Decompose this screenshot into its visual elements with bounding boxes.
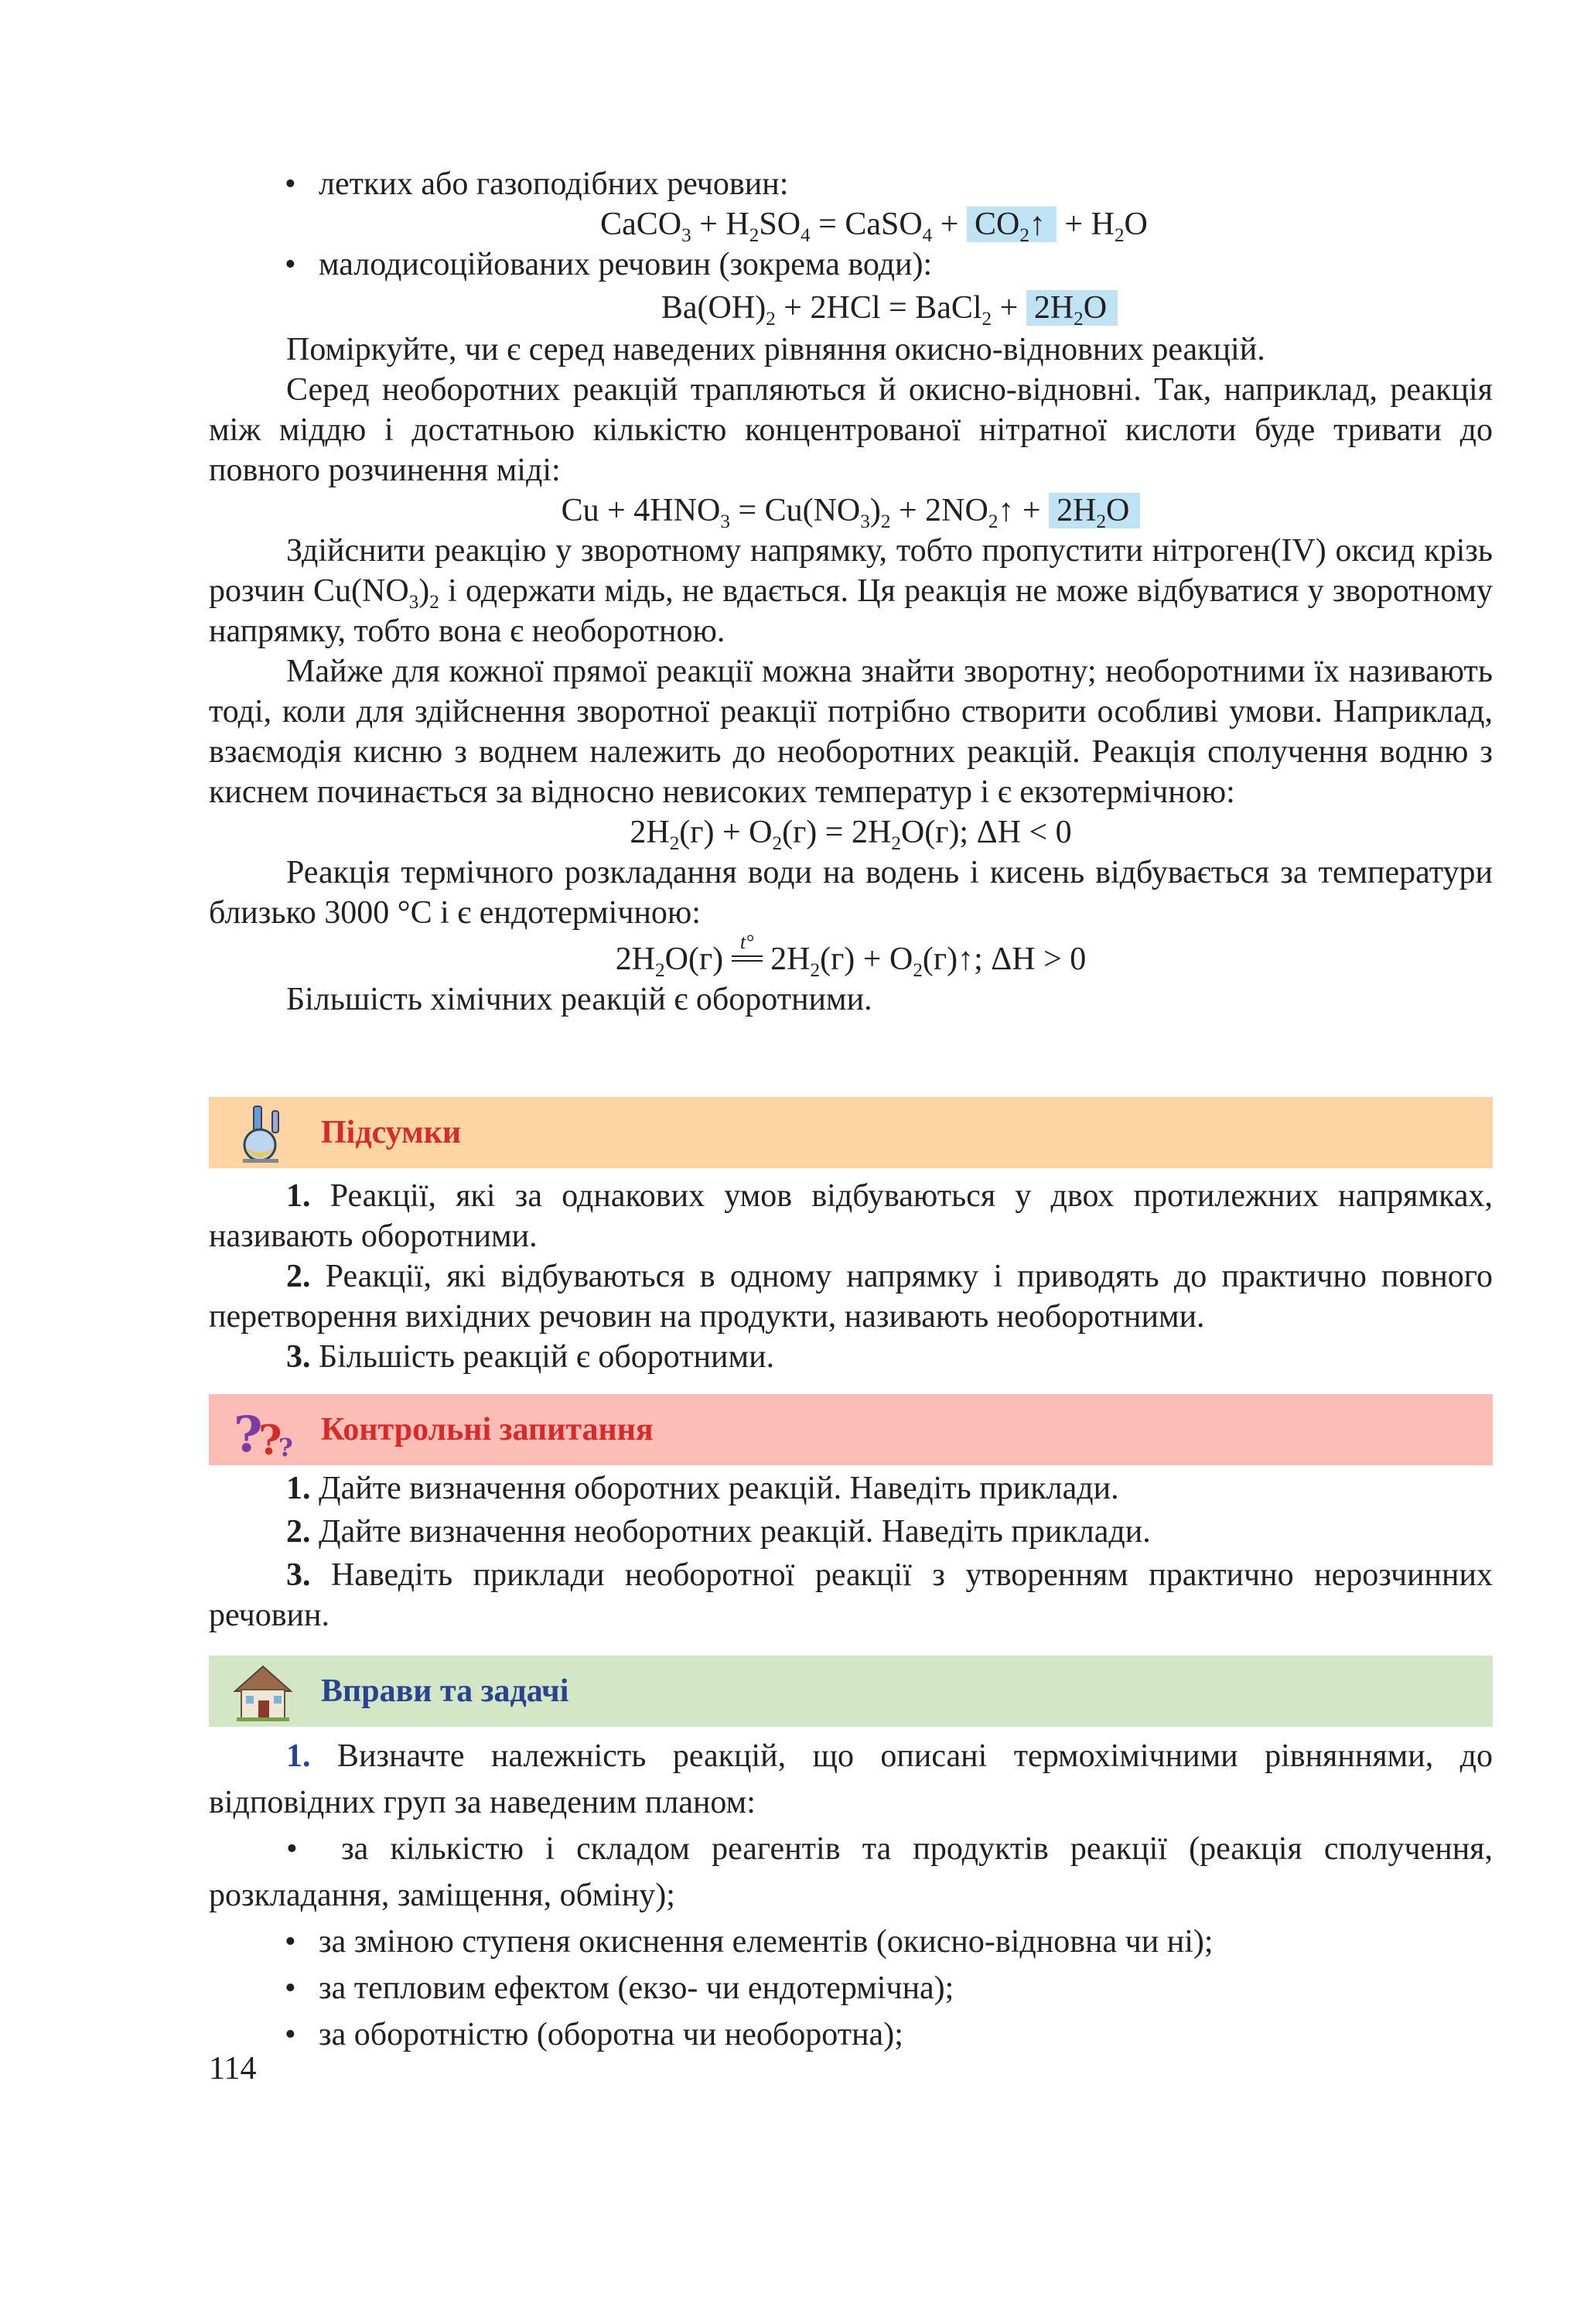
summary-item-3: 3. Більшість реакцій є оборотними. [286, 1339, 775, 1375]
question-item-2: 2. Дайте визначення необоротних реакцій. Наведіть приклади. [286, 1514, 1151, 1550]
svg-text:?: ? [234, 1406, 263, 1462]
task-bullet-1: • за кількістю і складом реагентів та продуктів реакції (реакція сполучення, розкладання, заміщення, обміну); [209, 1831, 1493, 1913]
questions-list [209, 1468, 1493, 1635]
task-bullet-4: • за оборотністю (оборотна чи необоротна); [209, 2011, 1493, 2058]
heat-arrow: t° [732, 939, 763, 979]
exercises-header [209, 1656, 1493, 1727]
question-item-3: 3. Наведіть приклади необоротної реакції з утворенням практично нерозчинних речовин. [209, 1557, 1493, 1633]
questions-title: Контрольні запитання [321, 1412, 654, 1447]
house-icon [232, 1662, 294, 1724]
equation-hydrogen: $2H_2(г) + O_2(г) = 2H_2O(г)$; ΔH < 0 [630, 815, 1072, 854]
svg-text:?: ? [258, 1417, 282, 1462]
highlight-co2: $CO_2↑$ [967, 207, 1057, 242]
equation-gas: CaCO$_3$ + $H_2SO_4$ = CaSO$_4$ + $CO_2↑ + H_2O$ [600, 207, 1148, 246]
equation-decomposition: $2H_2O(г)$ t° $2H_2(г)$ + $O_2(г)↑$; ΔH > 0 [615, 931, 1087, 981]
bullet-water: • малодисоційованих речовин (зокрема води): [209, 244, 1493, 285]
summary-item-2: 2. Реакції, які відбуваються в одному напрямку і приводять до практично повного перетворення вихідних речовин на продукти, називають необоротними. [209, 1259, 1493, 1335]
page-number: 114 [209, 2051, 257, 2086]
summary-item-1: 1. Реакції, які за однакових умов відбуваються у двох протилежних напрямках, називають оборотними. [209, 1178, 1493, 1254]
summary-list [209, 1176, 1493, 1377]
question-item-1: 1. Дайте визначення оборотних реакцій. Наведіть приклади. [286, 1471, 1119, 1506]
equation-copper: $Cu + 4HNO_3 = Cu(NO_3)_2$ + $2NO_2↑ + 2H_2O$ [209, 490, 1493, 531]
summary-header [209, 1097, 1493, 1168]
questions-header [209, 1394, 1493, 1465]
highlight-h2o-1: $2H_2O$ [1026, 290, 1118, 326]
most-paragraph: Більшість хімічних реакцій є оборотними. [286, 982, 872, 1017]
almost-paragraph: Майже для кожної прямої реакції можна знайти зворотну; необоротними їх називають тоді, коли для здійснення зворотної реакції потрібно створити особливі умови. Наприклад, взаємодія кисню з воднем належить до необоротних реакцій. Реакція сполучення водню з киснем починається за відносно невисоких температур і є екзотермічною: [209, 654, 1493, 810]
redox-paragraph: Серед необоротних реакцій трапляються й окисно-відновні. Так, наприклад, реакція між міддю і достатньою кількістю концентрованої нітратної кислоти буде тривати до повного розчинення міді: [209, 372, 1493, 488]
equation-water: $Ba(OH)_2 + 2HCl$ = BaCl$_2$ + $2H_2O$ [209, 288, 1493, 328]
exercises-title: Вправи та задачі [321, 1673, 569, 1709]
exercises-list [209, 1733, 1493, 2058]
summary-title: Підсумки [321, 1115, 462, 1150]
task-1: 1. Визначте належність реакцій, що описані термохімічними рівняннями, до відповідних груп за наведеним планом: [209, 1738, 1493, 1820]
think-paragraph: Поміркуйте, чи є серед наведених рівняння окисно-відновних реакцій. [286, 332, 1265, 367]
question-marks-icon [232, 1400, 294, 1462]
decomposition-paragraph: Реакція термічного розкладання води на водень і кисень відбувається за температури близько 3000 °C і є ендотермічною: [209, 855, 1493, 931]
highlight-h2o-2: $2H_2O$ [1049, 493, 1140, 528]
task-bullet-2: • за зміною ступеня окиснення елементів (окисно-відновна чи ні); [209, 1919, 1493, 1965]
reverse-paragraph: Здійснити реакцію у зворотному напрямку, тобто пропустити нітроген(IV) оксид крізь розчин $Cu(NO_3)_2$ і одержати мідь, не вдається. Ця реакція не може відбуватися у зворотному напрямку, тобто вона є необоротною. [209, 533, 1493, 649]
task-bullet-3: • за тепловим ефектом (екзо- чи ендотермічна); [209, 1965, 1493, 2011]
svg-text:?: ? [278, 1433, 293, 1462]
bullet-gas: • летких або газоподібних речовин: [209, 164, 1493, 204]
top-text-block [209, 164, 1493, 1020]
flask-icon [232, 1103, 294, 1165]
